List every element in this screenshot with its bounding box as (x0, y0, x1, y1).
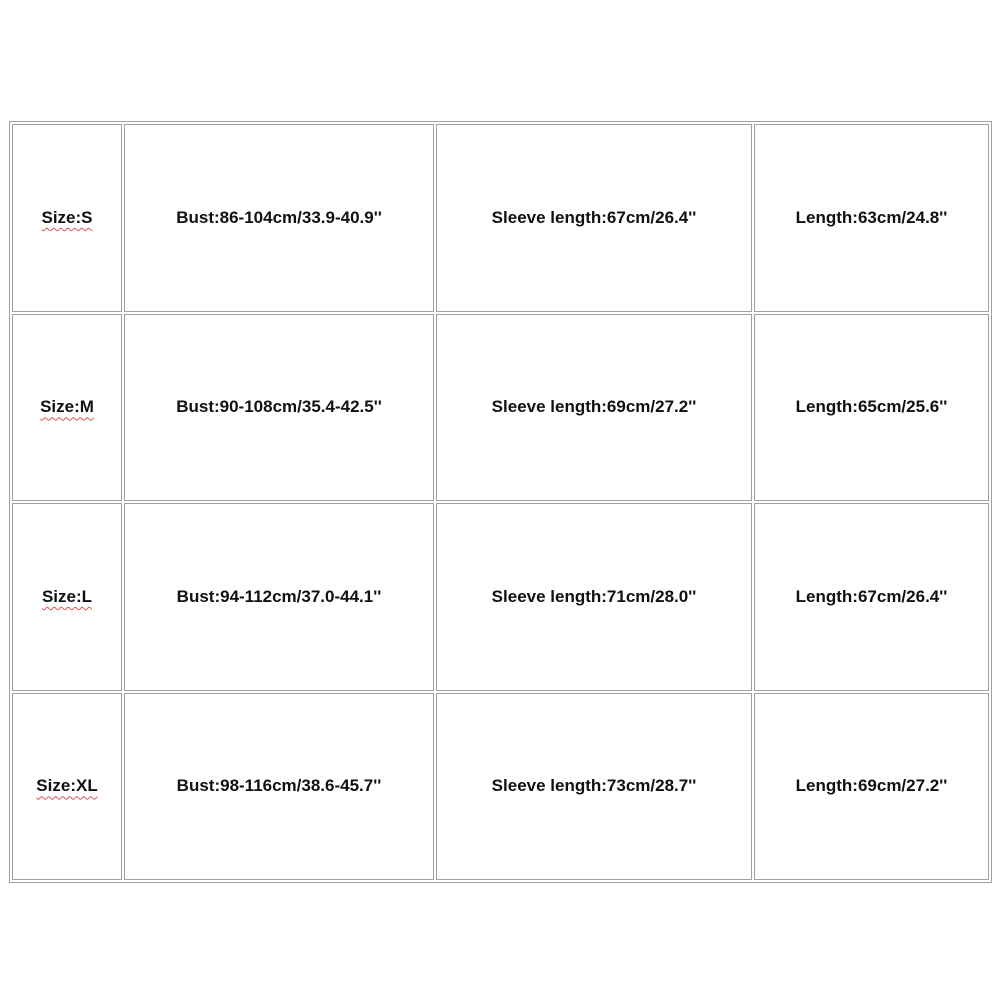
size-row-l (12, 503, 989, 691)
length-cell: Length:63cm/24.8'' (754, 124, 989, 312)
bust-cell: Bust:90-108cm/35.4-42.5'' (124, 314, 434, 502)
size-chart-table (9, 121, 992, 883)
length-cell: Length:69cm/27.2'' (754, 693, 989, 881)
sleeve-length-cell: Sleeve length:71cm/28.0'' (436, 503, 752, 691)
size-row-m (12, 314, 989, 502)
length-cell: Length:65cm/25.6'' (754, 314, 989, 502)
size-label: Size:L (41, 586, 93, 606)
sleeve-length-cell: Sleeve length:73cm/28.7'' (436, 693, 752, 881)
size-label: Size:M (40, 397, 94, 417)
sleeve-length-cell: Sleeve length:69cm/27.2'' (436, 314, 752, 502)
size-cell (12, 693, 122, 881)
bust-cell: Bust:86-104cm/33.9-40.9'' (124, 124, 434, 312)
size-cell (12, 503, 122, 691)
size-label: Size:XL (36, 776, 98, 796)
bust-cell: Bust:94-112cm/37.0-44.1'' (124, 503, 434, 691)
size-row-s (12, 124, 989, 312)
length-cell: Length:67cm/26.4'' (754, 503, 989, 691)
size-label: Size:S (41, 207, 93, 227)
size-row-xl (12, 693, 989, 881)
bust-cell: Bust:98-116cm/38.6-45.7'' (124, 693, 434, 881)
size-cell (12, 314, 122, 502)
sleeve-length-cell: Sleeve length:67cm/26.4'' (436, 124, 752, 312)
size-cell (12, 124, 122, 312)
